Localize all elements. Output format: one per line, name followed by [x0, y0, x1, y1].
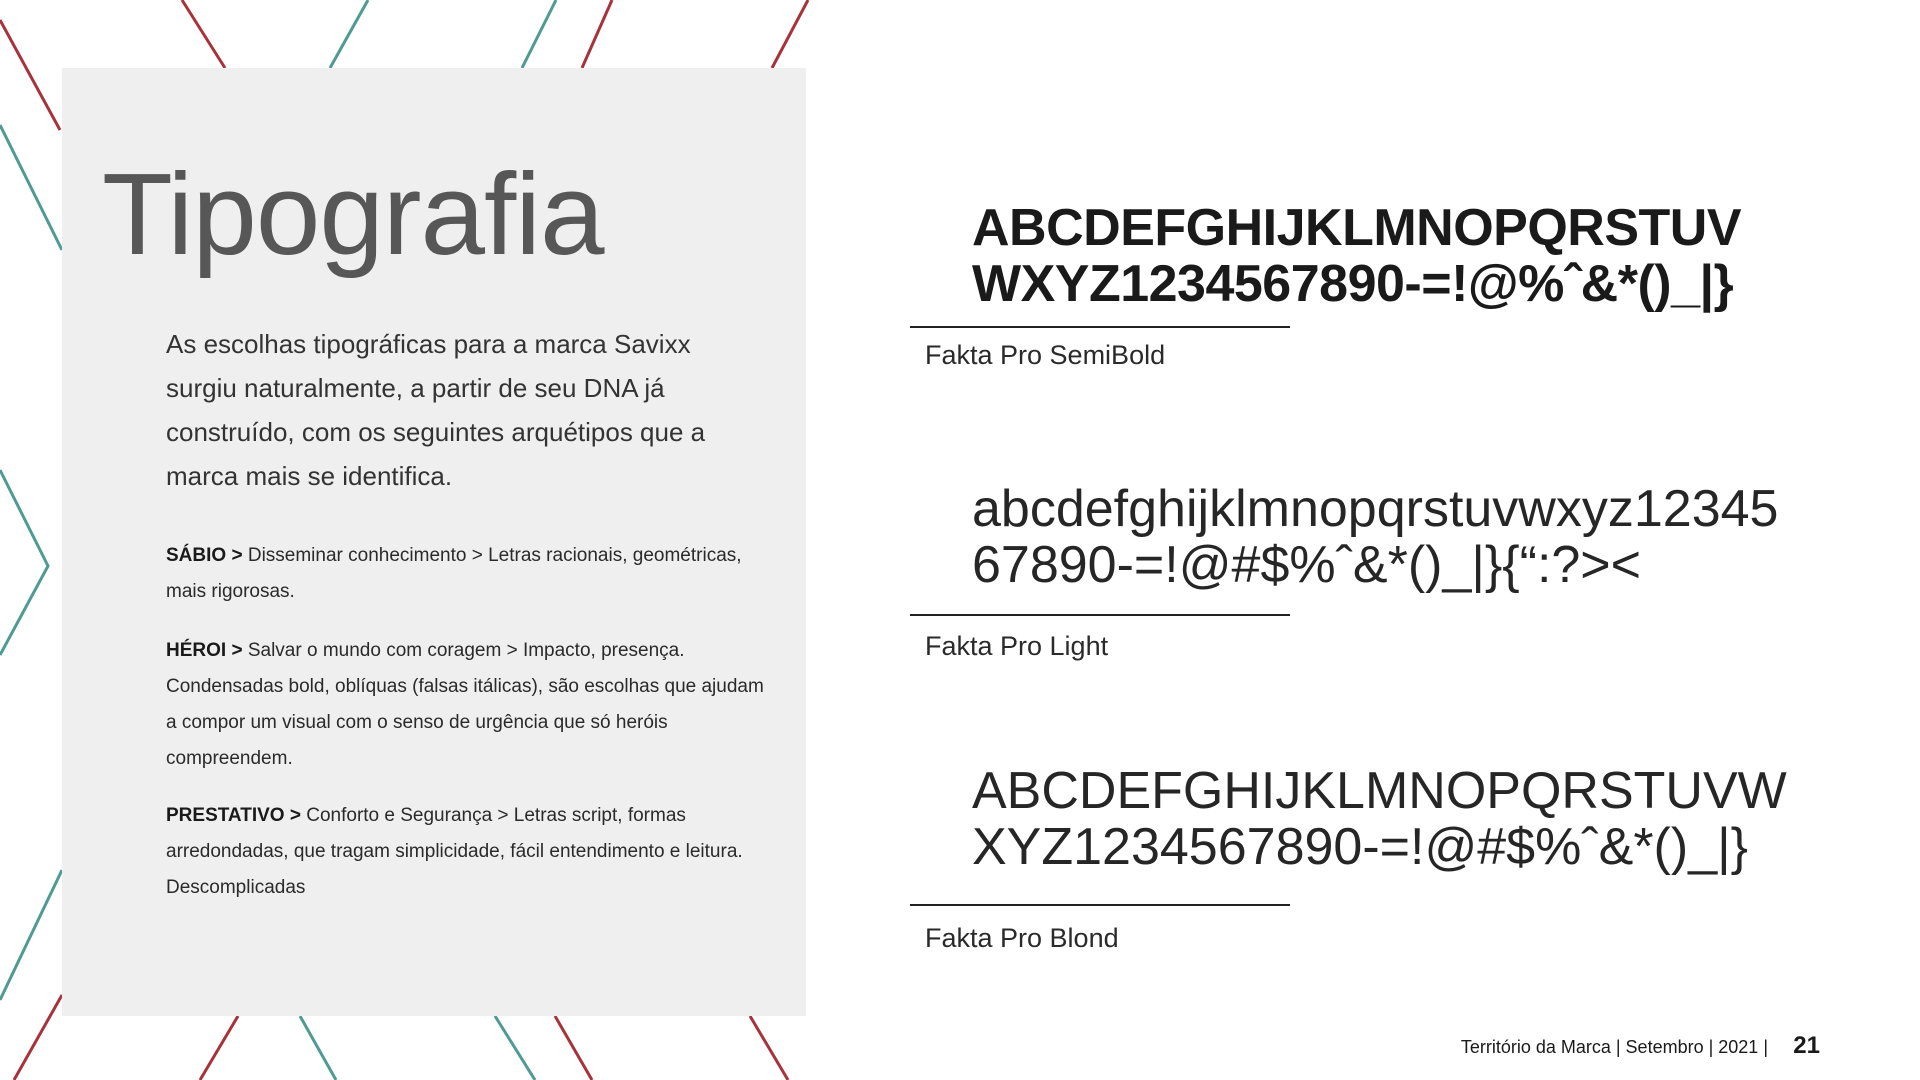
deco-line	[495, 1016, 535, 1080]
archetype-sabio	[166, 538, 766, 610]
archetype-prestativo	[166, 798, 766, 906]
font-name-label: Fakta Pro Light	[925, 631, 1109, 661]
sample-line: XYZ1234567890-=!@#$%ˆ&*()_|}	[972, 818, 1748, 876]
intro-paragraph: As escolhas tipográficas para a marca Savixx surgiu naturalmente, a partir de seu DNA já construído, com os seguintes arquétipos que a marca mais se identifica.	[166, 329, 706, 491]
sample-line: abcdefghijklmnopqrstuvwxyz12345	[972, 480, 1779, 538]
page-number: 21	[1793, 1032, 1820, 1059]
footer-text: Território da Marca | Setembro | 2021 |	[1460, 1037, 1768, 1057]
archetype-description: Salvar o mundo com coragem > Impacto, presença. Condensadas bold, oblíquas (falsas itálicas), são escolhas que ajudam a compor um visual com o senso de urgência que só heróis compreendem.	[166, 640, 764, 769]
archetype-name: PRESTATIVO >	[166, 805, 301, 826]
deco-line	[522, 0, 556, 68]
deco-line	[14, 995, 62, 1080]
deco-line	[750, 1016, 788, 1080]
archetype-name: SÁBIO >	[166, 545, 243, 566]
deco-line	[330, 0, 368, 68]
divider	[910, 326, 1290, 328]
font-name-label: Fakta Pro Blond	[925, 923, 1119, 953]
sample-line: ABCDEFGHIJKLMNOPQRSTUV	[972, 199, 1742, 257]
deco-line	[0, 20, 60, 130]
font-name-label: Fakta Pro SemiBold	[925, 340, 1166, 370]
deco-line	[0, 125, 62, 250]
divider	[910, 614, 1290, 616]
archetype-heroi	[166, 633, 766, 777]
typography-info-panel	[62, 68, 806, 1016]
deco-line	[0, 870, 62, 1000]
deco-line	[555, 1016, 592, 1080]
deco-line	[0, 470, 48, 655]
divider	[910, 904, 1290, 906]
deco-line	[182, 0, 225, 68]
font-sample-semibold	[972, 200, 1872, 312]
sample-line: WXYZ1234567890-=!@%ˆ&*()_|}	[972, 255, 1734, 313]
deco-line	[772, 0, 808, 68]
font-sample-light	[972, 481, 1872, 593]
archetype-description: Conforto e Segurança > Letras script, formas arredondadas, que tragam simplicidade, fácil entendimento e leitura. Descomplicadas	[166, 805, 743, 898]
sample-line: ABCDEFGHIJKLMNOPQRSTUVW	[972, 762, 1787, 820]
font-sample-blond	[972, 763, 1872, 875]
deco-line	[582, 0, 612, 68]
archetype-name: HÉROI >	[166, 640, 243, 661]
sample-line: 67890-=!@#$%ˆ&*()_|}{“:?><	[972, 536, 1642, 594]
archetype-description: Disseminar conhecimento > Letras racionais, geométricas, mais rigorosas.	[166, 545, 742, 602]
deco-line	[300, 1016, 336, 1080]
page-title: Tipografia	[102, 149, 604, 279]
deco-line	[200, 1016, 238, 1080]
